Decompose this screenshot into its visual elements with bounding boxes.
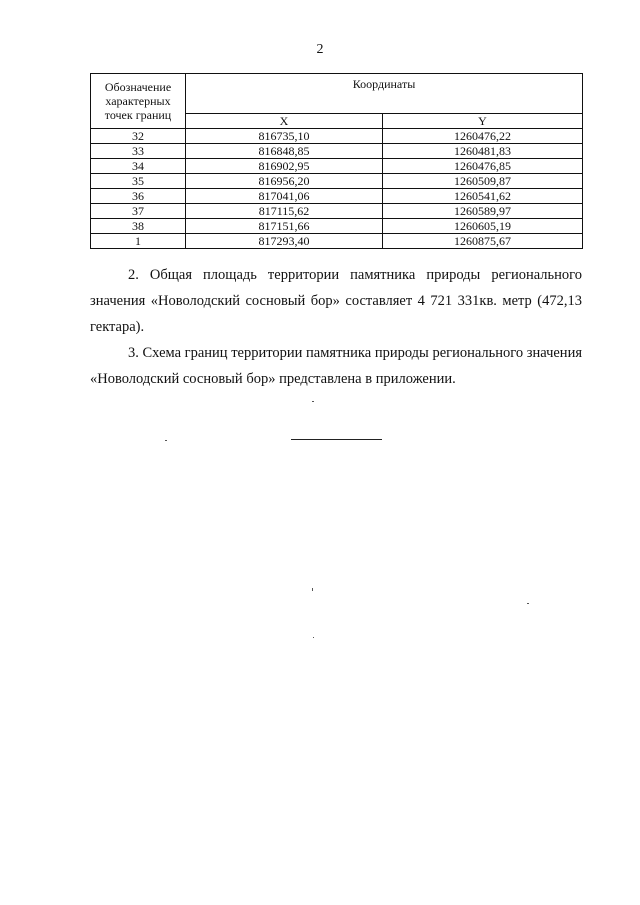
x-cell: 816848,85 [186,144,383,159]
x-cell: 816902,95 [186,159,383,174]
paragraph-boundary-scheme [90,340,582,392]
scan-speck [527,603,529,604]
table-row [91,174,583,189]
x-cell: 817041,06 [186,189,383,204]
table-row [91,144,583,159]
y-cell: 1260481,83 [383,144,583,159]
point-cell: 33 [91,144,186,159]
paragraph-text: 2. Общая площадь территории памятника природы регионального значения «Новолодский сосновый бор» составляет 4 721 331кв. метр (472,13 гектара). [90,267,582,335]
x-cell: 816735,10 [186,129,383,144]
scan-speck [312,401,314,402]
paragraph-total-area [90,262,582,340]
table-row [91,234,583,249]
x-cell: 816956,20 [186,174,383,189]
scan-speck [313,637,314,638]
point-cell: 38 [91,219,186,234]
table-header-row [91,74,583,114]
x-cell: 817115,62 [186,204,383,219]
coordinates-header: Координаты [186,74,583,114]
table-row [91,219,583,234]
x-cell: 817293,40 [186,234,383,249]
x-cell: 817151,66 [186,219,383,234]
scan-speck [312,588,313,591]
point-cell: 36 [91,189,186,204]
table-row [91,129,583,144]
point-cell: 34 [91,159,186,174]
point-cell: 32 [91,129,186,144]
closing-rule [291,439,382,440]
point-cell: 1 [91,234,186,249]
table-row [91,159,583,174]
y-header: Y [383,114,583,129]
y-cell: 1260605,19 [383,219,583,234]
y-cell: 1260875,67 [383,234,583,249]
y-cell: 1260476,22 [383,129,583,144]
y-cell: 1260509,87 [383,174,583,189]
page-number: 2 [316,42,324,57]
x-header: X [186,114,383,129]
point-cell: 37 [91,204,186,219]
y-cell: 1260589,97 [383,204,583,219]
table-row [91,189,583,204]
coordinates-table [90,73,583,249]
table-row [91,204,583,219]
paragraph-text: 3. Схема границ территории памятника природы регионального значения «Новолодский сосновый бор» представлена в приложении. [90,345,582,387]
point-cell: 35 [91,174,186,189]
designation-header: Обозначение характерных точек границ [91,74,186,129]
scan-speck [165,440,167,441]
y-cell: 1260541,62 [383,189,583,204]
y-cell: 1260476,85 [383,159,583,174]
